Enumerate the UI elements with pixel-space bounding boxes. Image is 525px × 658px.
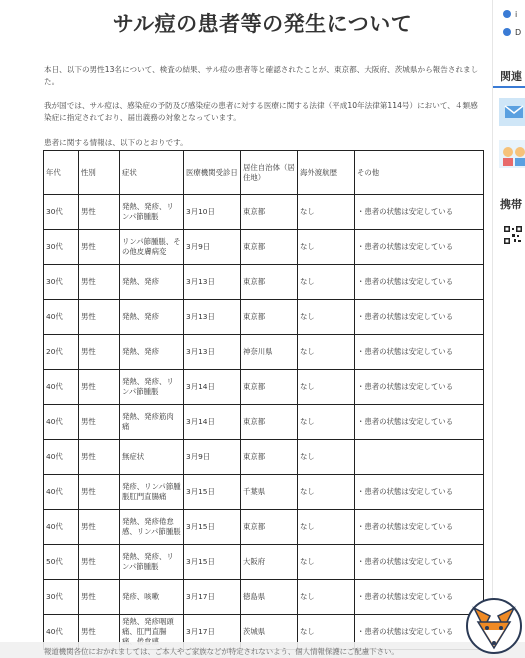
cell-other — [355, 440, 484, 475]
cell-age: 50代 — [44, 545, 79, 580]
cell-residence: 千葉県 — [241, 475, 298, 510]
menu-links-icon[interactable] — [499, 4, 525, 44]
cell-age: 30代 — [44, 195, 79, 230]
cell-residence: 東京都 — [241, 230, 298, 265]
cell-symptoms: 発熱、発疹倦怠感、リンパ節腫脹 — [120, 510, 184, 545]
cell-age: 40代 — [44, 615, 79, 650]
cell-sex: 男性 — [79, 510, 120, 545]
cell-age: 30代 — [44, 230, 79, 265]
cell-residence: 神奈川県 — [241, 335, 298, 370]
cell-travel: なし — [298, 370, 355, 405]
cell-symptoms: 発熱、発疹 — [120, 335, 184, 370]
table-row — [44, 405, 484, 440]
cell-travel: なし — [298, 300, 355, 335]
header-symptoms: 症状 — [120, 151, 184, 195]
table-row — [44, 230, 484, 265]
cell-symptoms: 発熱、発疹咽頭痛、肛門直腸 — [120, 615, 184, 650]
cell-sex: 男性 — [79, 580, 120, 615]
cell-symptoms: リンパ節腫脹、その他皮膚病変 — [120, 230, 184, 265]
cell-other: ・患者の状態は安定している — [355, 405, 484, 440]
cell-other: ・患者の状態は安定している — [355, 265, 484, 300]
cell-travel: なし — [298, 440, 355, 475]
cell-sex: 男性 — [79, 230, 120, 265]
mail-icon[interactable] — [499, 98, 525, 126]
cell-travel: なし — [298, 405, 355, 440]
cell-age: 30代 — [44, 265, 79, 300]
cell-sex: 男性 — [79, 440, 120, 475]
header-sex: 性別 — [79, 151, 120, 195]
table-row — [44, 265, 484, 300]
privacy-note: 報道機関各位におかれましては、ご本人やご家族などが特定されないよう、個人情報保護にご配慮下さい。 — [44, 647, 399, 656]
table-caption: 患者に関する情報は、以下のとおりです。 — [44, 138, 188, 147]
cell-visit-date: 3月9日 — [184, 230, 241, 265]
cell-symptoms: 発熱、発疹、リンパ節腫脹 — [120, 545, 184, 580]
cell-age: 40代 — [44, 370, 79, 405]
cell-residence: 東京都 — [241, 510, 298, 545]
cell-other: ・患者の状態は安定している — [355, 230, 484, 265]
law-paragraph: 我が国では、サル痘は、感染症の予防及び感染症の患者に対する医療に関する法律（平成10年法律第114号）において、４類感染症に指定されており、届出義務の対象となっています。 — [44, 101, 478, 122]
cell-sex: 男性 — [79, 265, 120, 300]
cell-residence: 東京都 — [241, 440, 298, 475]
cell-visit-date: 3月15日 — [184, 475, 241, 510]
cell-residence: 徳島県 — [241, 580, 298, 615]
svg-text:i: i — [515, 10, 518, 19]
cell-sex: 男性 — [79, 335, 120, 370]
cell-sex: 男性 — [79, 370, 120, 405]
sidebar-divider — [493, 86, 525, 88]
cell-visit-date: 3月14日 — [184, 370, 241, 405]
cell-other: ・患者の状態は安定している — [355, 335, 484, 370]
cell-sex: 男性 — [79, 195, 120, 230]
cell-sex: 男性 — [79, 405, 120, 440]
cell-symptoms: 発熱、発疹 — [120, 300, 184, 335]
table-row — [44, 510, 484, 545]
fox-mascot-icon — [466, 598, 522, 654]
table-body — [44, 195, 484, 650]
table-header-row — [44, 151, 484, 195]
cell-sex: 男性 — [79, 545, 120, 580]
cell-symptoms: 発疹、リンパ節腫脹肛門直腸痛 — [120, 475, 184, 510]
cell-visit-date: 3月13日 — [184, 300, 241, 335]
cell-symptoms: 発熱、発疹、リンパ節腫脹 — [120, 195, 184, 230]
cell-symptoms: 発熱、発疹筋肉痛 — [120, 405, 184, 440]
cell-symptoms: 発熱、発疹、リンパ節腫脹 — [120, 370, 184, 405]
table-row — [44, 335, 484, 370]
table-row — [44, 300, 484, 335]
cell-visit-date: 3月17日 — [184, 615, 241, 650]
cell-residence: 東京都 — [241, 195, 298, 230]
intro-paragraph: 本日、以下の男性13名について、検査の結果、サル痘の患者等と確認されたことが、東京都、大阪府、茨城県から報告されました。 — [44, 65, 479, 86]
svg-text:D: D — [515, 28, 522, 37]
cell-symptoms: 発疹、咳嗽 — [120, 580, 184, 615]
cell-other: ・患者の状態は安定している — [355, 545, 484, 580]
cell-age: 40代 — [44, 405, 79, 440]
cell-visit-date: 3月13日 — [184, 265, 241, 300]
table-row — [44, 545, 484, 580]
cell-visit-date: 3月15日 — [184, 545, 241, 580]
cell-other: ・患者の状態は安定している — [355, 300, 484, 335]
cell-other: ・患者の状態は安定している — [355, 195, 484, 230]
cell-travel: なし — [298, 195, 355, 230]
cell-visit-date: 3月9日 — [184, 440, 241, 475]
cell-age: 40代 — [44, 475, 79, 510]
cell-travel: なし — [298, 265, 355, 300]
sidebar-heading-related: 関連 — [500, 70, 522, 83]
sidebar — [492, 0, 525, 658]
people-icon[interactable] — [499, 140, 525, 168]
sidebar-heading-mobile: 携帯 — [500, 198, 522, 211]
page-title: サル痘の患者等の発生について — [112, 12, 413, 36]
cell-other: ・患者の状態は安定している — [355, 475, 484, 510]
cell-symptoms: 無症状 — [120, 440, 184, 475]
patient-table — [43, 150, 484, 650]
cell-symptoms: 発熱、発疹 — [120, 265, 184, 300]
header-travel: 海外渡航歴 — [298, 151, 355, 195]
cell-other: ・患者の状態は安定している — [355, 580, 484, 615]
cell-travel: なし — [298, 510, 355, 545]
cell-residence: 東京都 — [241, 405, 298, 440]
header-age: 年代 — [44, 151, 79, 195]
cell-sex: 男性 — [79, 300, 120, 335]
table-row — [44, 475, 484, 510]
cell-travel: なし — [298, 545, 355, 580]
table-row — [44, 580, 484, 615]
cell-residence: 東京都 — [241, 370, 298, 405]
cell-visit-date: 3月13日 — [184, 335, 241, 370]
cell-visit-date: 3月10日 — [184, 195, 241, 230]
table-row — [44, 440, 484, 475]
cell-other: ・患者の状態は安定している — [355, 370, 484, 405]
cell-sex: 男性 — [79, 615, 120, 650]
cell-age: 40代 — [44, 510, 79, 545]
cell-travel: なし — [298, 475, 355, 510]
header-residence: 居住自治体（居住地） — [241, 151, 298, 195]
cell-residence: 大阪府 — [241, 545, 298, 580]
cell-age: 40代 — [44, 300, 79, 335]
cell-visit-date: 3月17日 — [184, 580, 241, 615]
cell-residence: 茨城県 — [241, 615, 298, 650]
table-row — [44, 370, 484, 405]
cell-residence: 東京都 — [241, 265, 298, 300]
cell-travel: なし — [298, 335, 355, 370]
cell-age: 20代 — [44, 335, 79, 370]
qr-code-icon — [504, 226, 522, 244]
cell-visit-date: 3月15日 — [184, 510, 241, 545]
header-other: その他 — [355, 151, 484, 195]
cell-age: 40代 — [44, 440, 79, 475]
cell-sex: 男性 — [79, 475, 120, 510]
cell-travel: なし — [298, 230, 355, 265]
cell-travel: なし — [298, 580, 355, 615]
cell-other: ・患者の状態は安定している — [355, 510, 484, 545]
cell-visit-date: 3月14日 — [184, 405, 241, 440]
cell-residence: 東京都 — [241, 300, 298, 335]
cell-other: ・患者の状態は安定している — [355, 615, 484, 650]
cell-age: 30代 — [44, 580, 79, 615]
cell-travel: なし — [298, 615, 355, 650]
table-row — [44, 195, 484, 230]
header-visit-date: 医療機関受診日 — [184, 151, 241, 195]
